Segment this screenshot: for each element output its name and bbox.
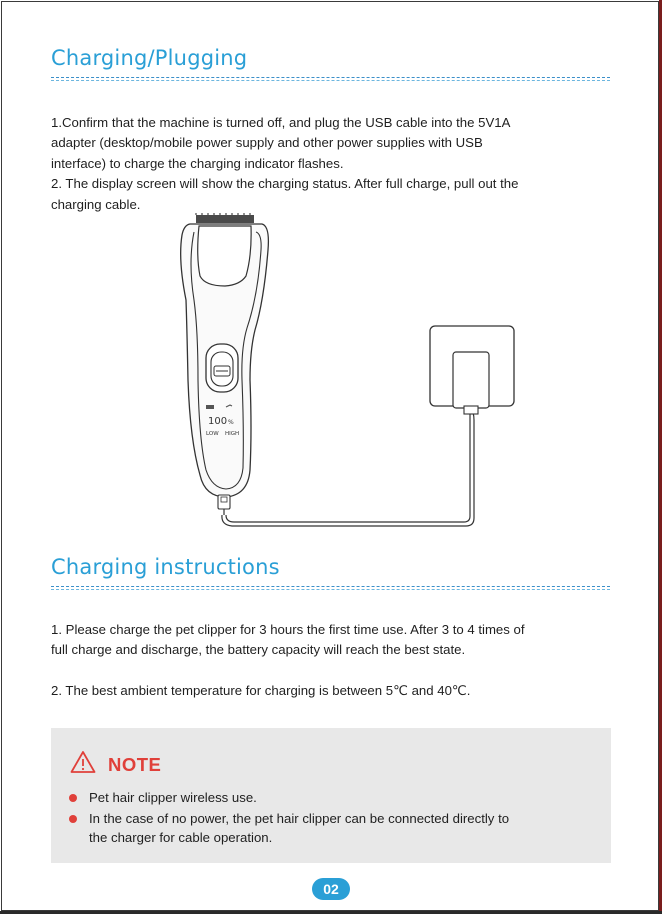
paragraph-line: 1. Please charge the pet clipper for 3 hours the first time use. After 3 to 4 times of xyxy=(51,622,525,637)
section-divider-secondary xyxy=(51,589,610,590)
section-title-charging-instructions: Charging instructions xyxy=(51,555,280,579)
paragraph-line: charging cable. xyxy=(51,196,141,212)
page-number-badge: 02 xyxy=(312,878,350,900)
paragraph-line: 2. The display screen will show the charging status. After full charge, pull out the xyxy=(51,176,519,192)
low-label: LOW xyxy=(206,431,219,437)
paragraph-line: interface) to charge the charging indicator flashes. xyxy=(51,155,344,171)
battery-percentage-unit: % xyxy=(228,419,234,426)
section-divider xyxy=(51,586,610,587)
paragraph-line: adapter (desktop/mobile power supply and other power supplies with USB xyxy=(51,135,483,151)
paragraph-line: full charge and discharge, the battery capacity will reach the best state. xyxy=(51,642,466,658)
warning-icon xyxy=(70,750,96,774)
paragraph-line: 2. The best ambient temperature for charging is between 5℃ and 40℃. xyxy=(51,683,471,698)
note-item: In the case of no power, the pet hair clipper can be connected directly to xyxy=(89,811,510,826)
bullet-dot xyxy=(69,815,77,823)
section-title-charging-plugging: Charging/Plugging xyxy=(51,46,248,70)
clipper-blade xyxy=(196,215,254,223)
bullet-dot xyxy=(69,794,77,802)
note-item: Pet hair clipper wireless use. xyxy=(89,790,257,805)
battery-percentage: 100 xyxy=(208,416,228,427)
note-item-continuation: the charger for cable operation. xyxy=(89,830,273,845)
high-label: HIGH xyxy=(225,431,240,437)
charging-instructions-text xyxy=(51,620,611,661)
usb-cable xyxy=(222,406,474,526)
paragraph-line: 1.Confirm that the machine is turned off, and plug the USB cable into the 5V1A xyxy=(51,115,511,130)
note-box xyxy=(51,728,611,863)
note-title: NOTE xyxy=(108,754,162,775)
temperature-text xyxy=(51,681,611,701)
